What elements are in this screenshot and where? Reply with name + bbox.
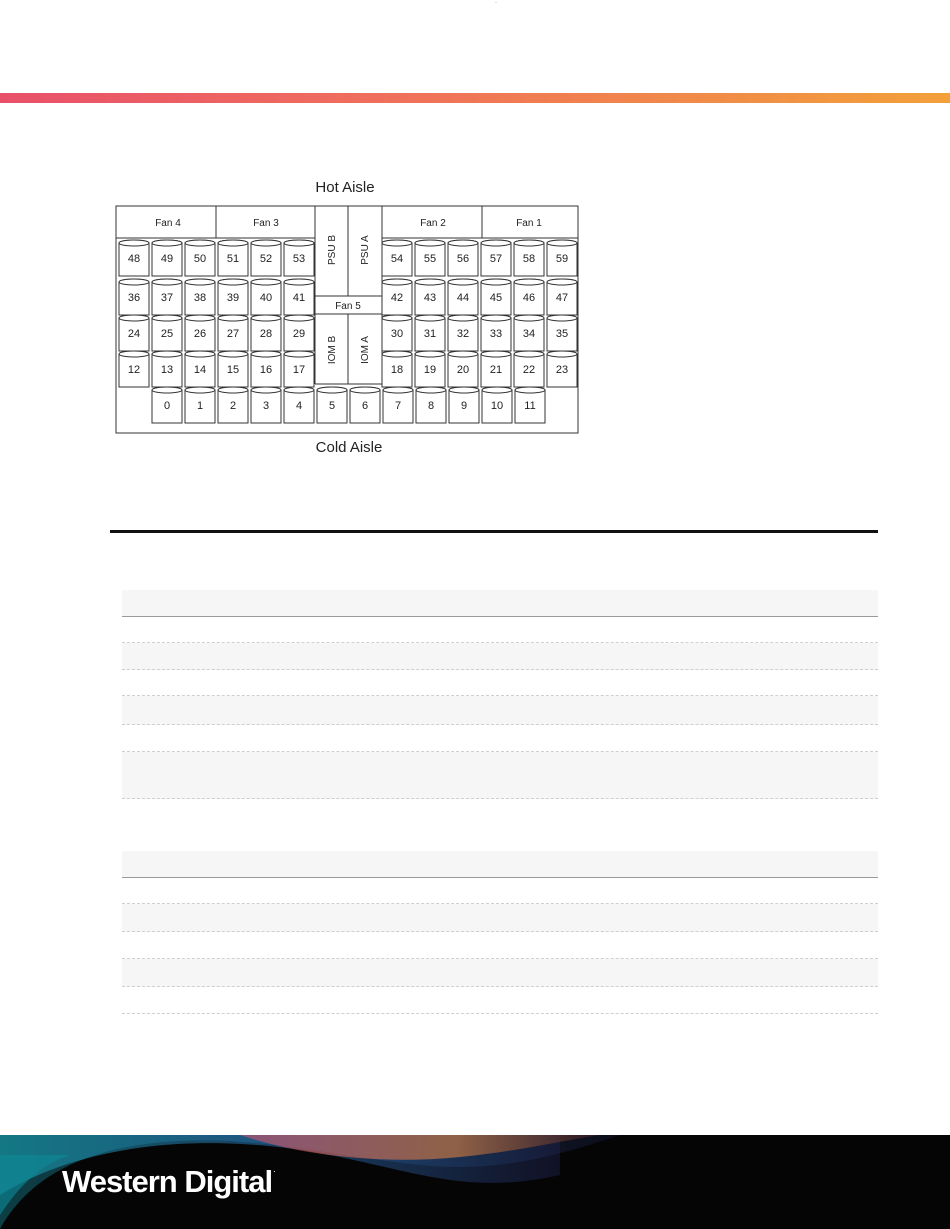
drive-slot: [547, 279, 577, 315]
drive-slot-number: 33: [489, 328, 503, 340]
drive-slot-number: 52: [259, 253, 273, 265]
drive-slot-number: 43: [423, 292, 437, 304]
drive-slot-number: 38: [193, 292, 207, 304]
drive-slot: [514, 315, 544, 351]
drive-slot: [383, 387, 413, 423]
drive-slot-number: 30: [390, 328, 404, 340]
drive-slot-number: 19: [423, 364, 437, 376]
drive-slot: [415, 240, 445, 276]
fan-1-label: Fan 1: [516, 218, 542, 229]
drive-slot: [317, 387, 347, 423]
drive-slot: [284, 240, 314, 276]
table-row: [122, 670, 878, 696]
drive-slot-number: 47: [555, 292, 569, 304]
drive-slot-number: 25: [160, 328, 174, 340]
drive-slot-number: 26: [193, 328, 207, 340]
drive-slot: [449, 387, 479, 423]
drive-slot: [481, 351, 511, 387]
drive-slot: [152, 279, 182, 315]
enclosure-drive-map: [110, 170, 590, 460]
drive-slot-number: 35: [555, 328, 569, 340]
drive-slot-number: 48: [127, 253, 141, 265]
table-row: [122, 878, 878, 904]
drive-slot: [152, 387, 182, 423]
drive-slot: [251, 315, 281, 351]
drive-slot-number: 31: [423, 328, 437, 340]
drive-slot: [218, 240, 248, 276]
drive-slot: [251, 387, 281, 423]
table-row: [122, 617, 878, 643]
iom-b-label: IOM B: [327, 335, 338, 365]
section-rule: [110, 530, 878, 533]
drive-slot-number: 39: [226, 292, 240, 304]
drive-slot-number: 53: [292, 253, 306, 265]
drive-slot: [284, 315, 314, 351]
drive-slot: [481, 315, 511, 351]
drive-slot: [185, 240, 215, 276]
drive-slot-number: 42: [390, 292, 404, 304]
drive-slot: [152, 315, 182, 351]
drive-slot-number: 15: [226, 364, 240, 376]
drive-slot-number: 6: [361, 400, 369, 412]
drive-slot-number: 54: [390, 253, 404, 265]
drive-slot: [185, 351, 215, 387]
drive-slot-number: 16: [259, 364, 273, 376]
fan-3-label: Fan 3: [253, 218, 279, 229]
drive-slot-number: 51: [226, 253, 240, 265]
drive-slot: [547, 240, 577, 276]
drive-slot-number: 24: [127, 328, 141, 340]
drive-slot-number: 9: [460, 400, 468, 412]
drive-slot: [185, 279, 215, 315]
drive-slot-number: 2: [229, 400, 237, 412]
drive-slot: [481, 240, 511, 276]
drive-slot-number: 32: [456, 328, 470, 340]
drive-slot-number: 27: [226, 328, 240, 340]
drive-slot-number: 41: [292, 292, 306, 304]
drive-slot: [251, 279, 281, 315]
table-row: [122, 752, 878, 799]
drive-slot: [152, 240, 182, 276]
drive-slot-number: 22: [522, 364, 536, 376]
drive-slot-number: 23: [555, 364, 569, 376]
cold-aisle-label: Cold Aisle: [315, 439, 383, 456]
drive-slot-number: 36: [127, 292, 141, 304]
drive-slot: [284, 387, 314, 423]
drive-slot-number: 7: [394, 400, 402, 412]
drive-slot-number: 18: [390, 364, 404, 376]
drive-slot: [218, 351, 248, 387]
drive-slot: [185, 315, 215, 351]
drive-slot-number: 8: [427, 400, 435, 412]
drive-slot: [218, 279, 248, 315]
drive-slot: [382, 279, 412, 315]
drive-slot-number: 45: [489, 292, 503, 304]
table-row: [122, 904, 878, 932]
drive-slot: [448, 315, 478, 351]
drive-slot: [284, 351, 314, 387]
drive-slot-number: 49: [160, 253, 174, 265]
drive-slot-number: 0: [163, 400, 171, 412]
fan-2-label: Fan 2: [420, 218, 446, 229]
psu-b-label: PSU B: [327, 234, 338, 266]
drive-slot: [416, 387, 446, 423]
drive-slot: [119, 240, 149, 276]
drive-slot-number: 20: [456, 364, 470, 376]
drive-slot: [415, 279, 445, 315]
drive-slot-number: 13: [160, 364, 174, 376]
drive-slot-number: 50: [193, 253, 207, 265]
drive-slot-number: 17: [292, 364, 306, 376]
drive-slot: [119, 279, 149, 315]
drive-slot: [119, 315, 149, 351]
table-1-header: [122, 590, 878, 617]
table-row: [122, 987, 878, 1014]
drive-slot: [547, 315, 577, 351]
drive-slot: [448, 279, 478, 315]
drive-slot: [448, 240, 478, 276]
drive-slot: [152, 351, 182, 387]
drive-slot-number: 55: [423, 253, 437, 265]
drive-slot: [218, 387, 248, 423]
drive-slot: [514, 279, 544, 315]
drive-slot-number: 59: [555, 253, 569, 265]
drive-slot-number: 37: [160, 292, 174, 304]
table-2-header: [122, 851, 878, 878]
table-row: [122, 959, 878, 987]
drive-slot: [415, 351, 445, 387]
drive-slot-number: 14: [193, 364, 207, 376]
drive-slot-number: 29: [292, 328, 306, 340]
drive-slot: [482, 387, 512, 423]
drive-slot: [514, 240, 544, 276]
psu-a-label: PSU A: [360, 235, 371, 265]
drive-slot-number: 10: [490, 400, 504, 412]
drive-slot: [514, 351, 544, 387]
drive-slot: [547, 351, 577, 387]
western-digital-logo: Western Digital.: [62, 1164, 276, 1199]
drive-slot: [448, 351, 478, 387]
drive-slot-number: 21: [489, 364, 503, 376]
hot-aisle-label: Hot Aisle: [315, 179, 375, 196]
drive-slot: [515, 387, 545, 423]
fan-5-label: Fan 5: [335, 301, 361, 312]
drive-slot-number: 56: [456, 253, 470, 265]
table-row: [122, 643, 878, 670]
drive-slot-number: 46: [522, 292, 536, 304]
drive-slot-number: 28: [259, 328, 273, 340]
page-mark: ·: [495, 0, 497, 6]
drive-slot: [119, 351, 149, 387]
drive-slot-number: 40: [259, 292, 273, 304]
drive-slot: [218, 315, 248, 351]
drive-slot-number: 58: [522, 253, 536, 265]
drive-slot-number: 57: [489, 253, 503, 265]
table-row: [122, 932, 878, 959]
iom-a-label: IOM A: [360, 336, 371, 364]
fan-4-label: Fan 4: [155, 218, 181, 229]
drive-slot-number: 3: [262, 400, 270, 412]
drive-slot: [481, 279, 511, 315]
drive-slot-number: 44: [456, 292, 470, 304]
drive-slot: [251, 240, 281, 276]
drive-slot: [382, 240, 412, 276]
drive-slot-number: 12: [127, 364, 141, 376]
drive-slot-number: 11: [524, 400, 536, 412]
drive-slot: [415, 315, 445, 351]
drive-slot-number: 5: [328, 400, 336, 412]
drive-slot: [185, 387, 215, 423]
drive-slot: [382, 315, 412, 351]
drive-slot-number: 1: [196, 400, 204, 412]
drive-slot: [284, 279, 314, 315]
drive-slot: [382, 351, 412, 387]
drive-slot-number: 34: [522, 328, 536, 340]
table-row: [122, 696, 878, 725]
drive-slot: [251, 351, 281, 387]
table-row: [122, 725, 878, 752]
drive-slot-number: 4: [295, 400, 303, 412]
drive-slot: [350, 387, 380, 423]
header-gradient-bar: [0, 93, 950, 103]
